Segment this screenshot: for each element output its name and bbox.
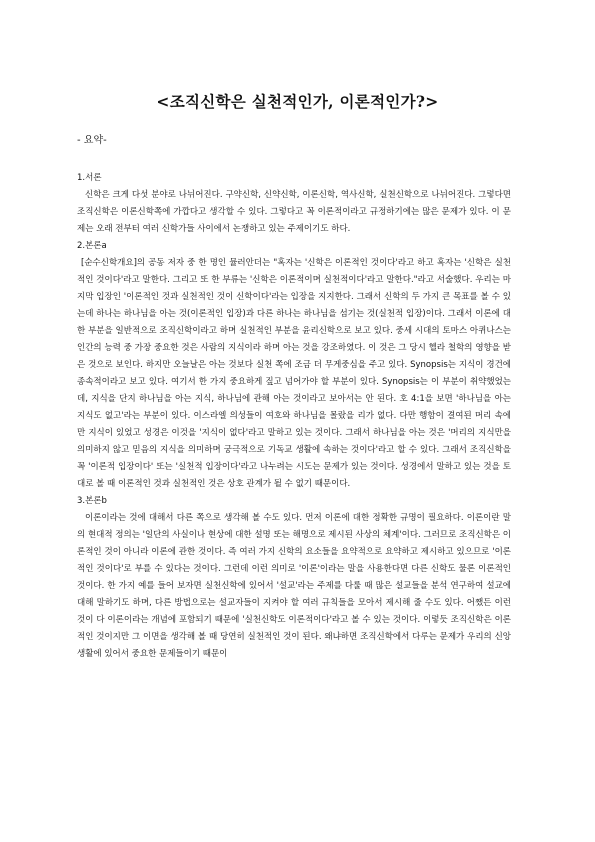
section-heading-body-a: 2.본론a	[77, 241, 107, 251]
section-heading-intro: 1.서론	[77, 173, 102, 183]
paragraph-body-b: 이론이라는 것에 대해서 다른 쪽으로 생각해 볼 수도 있다. 먼저 이론에 대한 정확한 규명이 필요하다. 이론이란 말의 현대적 정의는 '일단의 사실이나 현상에 대한 설명 또는 해명으로 제시된 사상의 체계'이다. 그러므로 조직신학은 이론적인 것이 아니라 이론에 관한 것이다. 즉 여러 가지 신학의 요소들을 요약적으로 요약하고 제시하고 있으므로 '이론적인 것이다'로 부를 수 있다는 것이다. 그런데 이런 의미로 '이론'이라는 말을 사용한다면 다른 신학도 물론 이론적인 것이다. 한 가지 예를 들어 보자면 실천신학에 있어서 '설교'라는 주제를 다룰 때 많은 설교들을 분석 연구하여 설교에 대해 말하기도 하며, 다른 방법으로는 설교자들이 지켜야 할 여러 규칙들을 모아서 제시해 줄 수도 있다. 어쨌든 이런 것이 다 이론이라는 개념에 포함되기 때문에 '실천신학도 이론적이다'라고 볼 수 있는 것이다. 이렇듯 조직신학은 이론적인 것이지만 그 이면을 생각해 볼 때 당연히 실천적인 것이 된다. 왜냐하면 조직신학에서 다루는 문제가 우리의 신앙생활에 있어서 중요한 문제들이기 때문이	[77, 513, 511, 659]
summary-label: - 요약-	[77, 135, 107, 146]
document-body	[77, 170, 511, 663]
paragraph-body-a: [순수신학개요]의 공동 저자 중 한 명인 뮬러안더는 "혹자는 '신학은 이론적인 것이다'라고 하고 혹자는 '신학은 실천적인 것이다'라고 말한다. 그리고 또 한 부류는 '신학은 이론적이며 실천적이다'라고 말한다."라고 서술했다. 우리는 마지막 입장인 '이론적인 것과 실천적인 것이 신학이다'라는 입장을 지지한다. 그래서 신학의 두 가지 큰 목표를 볼 수 있는데 하나는 하나님을 아는 것(이론적인 입장)과 다른 하나는 하나님을 섬기는 것(실천적 입장)이다. 그래서 이론에 대한 부분을 일반적으로 조직신학이라고 하며 실천적인 부분을 윤리신학으로 보고 있다. 중세 시대의 토마스 아퀴나스는 인간의 능력 중 가장 중요한 것은 사람의 지식이라 하며 아는 것을 강조하였다. 이 것은 그 당시 헬라 철학의 영향을 받은 것으로 보인다. 하지만 오늘날은 아는 것보다 실천 쪽에 조금 더 무게중심을 주고 있다. Synopsis는 지식이 경건에 종속적이라고 보고 있다. 여기서 한 가지 중요하게 짚고 넘어가야 할 부분이 있다. Synopsis는 이 부분이 취약했었는데, 지식을 단지 하나님을 아는 지식, 하나님에 관해 아는 것이라고 보아서는 안 된다. 호 4:1을 보면 '하나님을 아는 지식도 없고'라는 부분이 있다. 이스라엘 의성들이 여호와 하나님을 몰랐을 리가 없다. 다만 행함이 결여된 머리 속에만 지식이 있었고 성경은 이것을 '지식이 없다'라고 말하고 있는 것이다. 그래서 하나님을 아는 것은 '머리의 지식만을 의미하지 않고 믿음의 지식을 의미하며 궁극적으로 기독교 생활에 속하는 것이다'라고 할 수 있다. 그래서 조직신학을 꼭 '이론적 입장이다' 또는 '실천적 입장이다'라고 나누려는 시도는 문제가 있는 것이다. 성경에서 말하고 있는 것을 토대로 볼 때 이론적인 것과 실천적인 것은 상호 관계가 될 수 없기 때문이다.	[77, 258, 511, 489]
page-title: <조직신학은 실천적인가, 이론적인가?>	[156, 92, 439, 111]
paragraph-intro: 신학은 크게 다섯 분야로 나뉘어진다. 구약신학, 신약신학, 이론신학, 역사신학, 실천신학으로 나뉘어진다. 그렇다면 조직신학은 이론신학쪽에 가깝다고 생각할 수 있다. 그렇다고 꼭 이론적이라고 규정하기에는 많은 문제가 있다. 이 문제는 오래 전부터 여러 신학가들 사이에서 논쟁하고 있는 주제이기도 하다.	[77, 190, 511, 234]
section-heading-body-b: 3.본론b	[77, 496, 107, 506]
